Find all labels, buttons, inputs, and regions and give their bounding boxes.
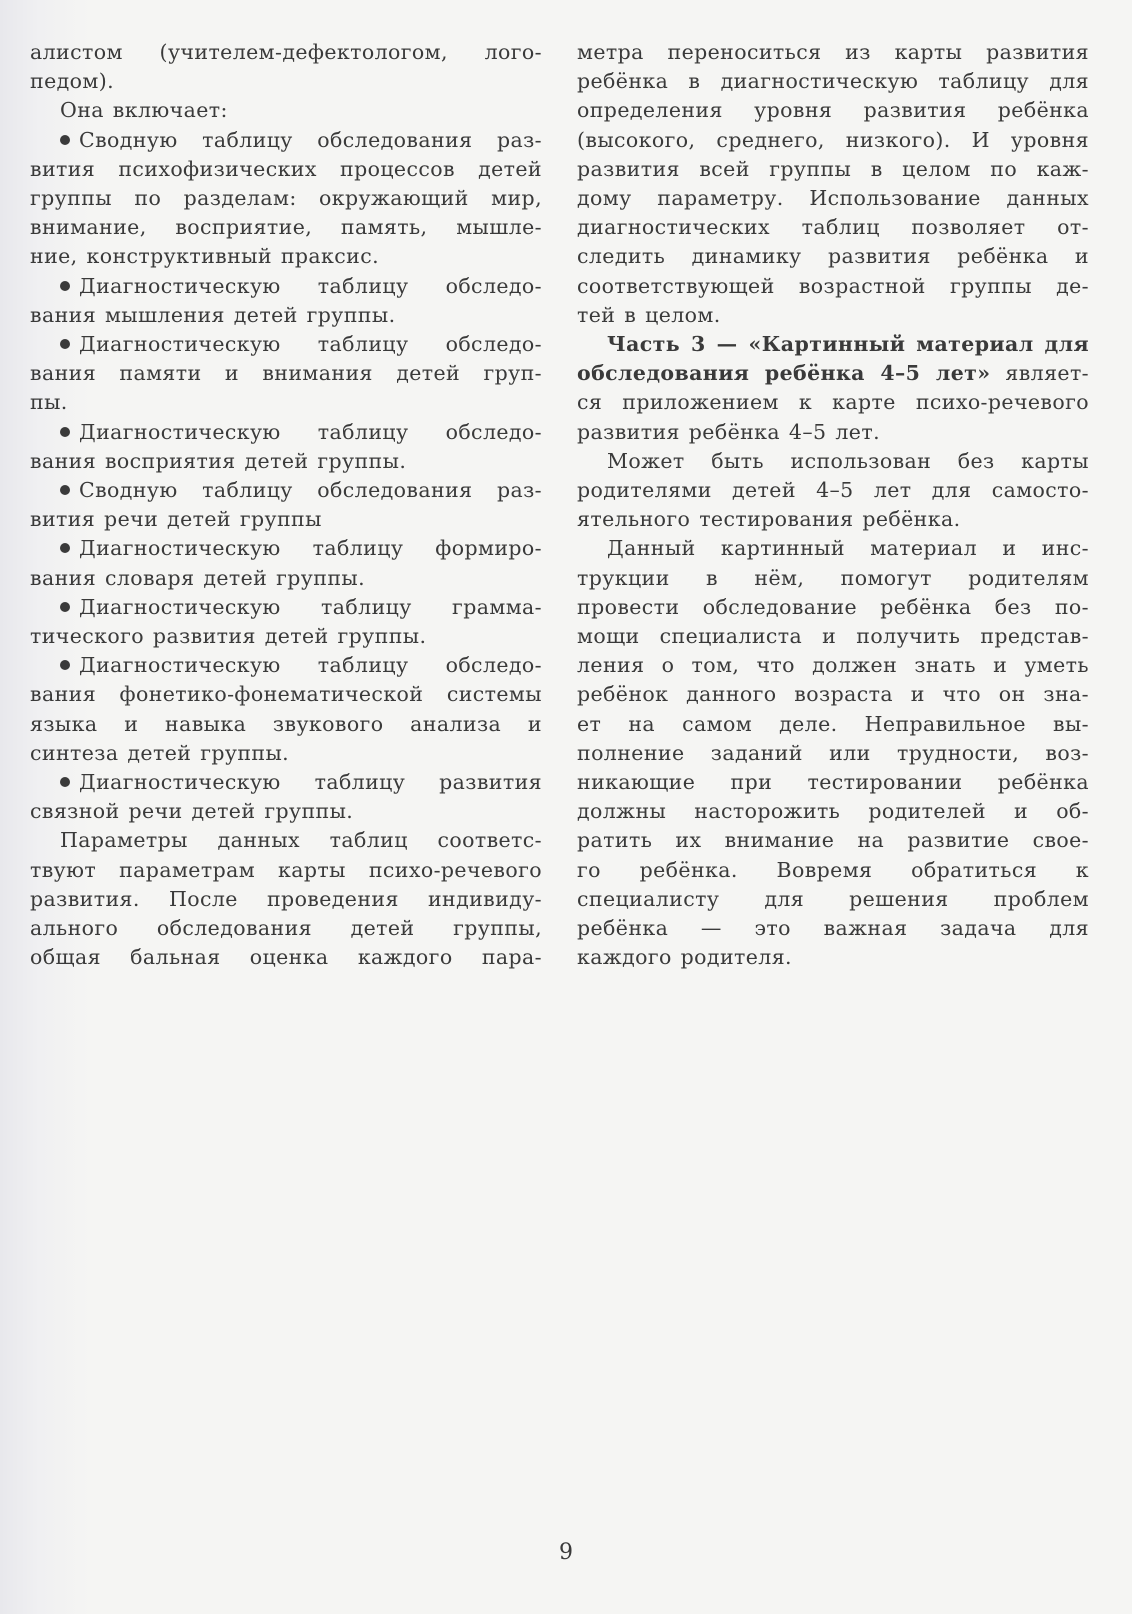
text-line: родителями детей 4–5 лет для самосто-: [577, 478, 1089, 503]
list-item: Диагностическую таблицу развития: [30, 768, 542, 797]
text-line: твуют параметрам карты психо-речевого: [30, 857, 542, 882]
bullet-icon: [60, 602, 70, 612]
text-line: ребёнок данного возраста и что он зна-: [577, 682, 1089, 707]
text-line: педом).: [30, 69, 115, 94]
left-column: [30, 38, 542, 973]
text-line: пы.: [30, 390, 68, 415]
text-line: определения уровня развития ребёнка: [577, 98, 1089, 123]
text-line: общая бальная оценка каждого пара-: [30, 945, 542, 970]
text-line: ет на самом деле. Неправильное вы-: [577, 711, 1089, 736]
text-line: вания мышления детей группы.: [30, 302, 396, 327]
text-line: ального обследования детей группы,: [30, 916, 542, 941]
text-line: языка и навыка звукового анализа и: [30, 711, 542, 736]
bullet-icon: [60, 485, 70, 495]
text-line: вания словаря детей группы.: [30, 565, 366, 590]
text-line: развития всей группы в целом по каж-: [577, 156, 1089, 181]
text-line: внимание, восприятие, память, мышле-: [30, 215, 542, 240]
bullet-icon: [60, 339, 70, 349]
text-line: обследования ребёнка 4–5 лет» являет-: [577, 361, 1090, 386]
text-line: го ребёнка. Вовремя обратиться к: [577, 857, 1089, 882]
text-line: ние, конструктивный праксис.: [30, 244, 379, 269]
bullet-icon: [60, 543, 70, 553]
text-line: ся приложением к карте психо-речевого: [577, 390, 1089, 415]
right-column: [577, 38, 1089, 973]
list-item: Диагностическую таблицу обследо-: [30, 651, 542, 680]
text-line: связной речи детей группы.: [30, 799, 354, 824]
bullet-icon: [60, 660, 70, 670]
text-line: следить динамику развития ребёнка и: [577, 244, 1089, 269]
text-line: алистом (учителем-дефектологом, лого-: [30, 40, 542, 64]
text-line: диагностических таблиц позволяет от-: [577, 215, 1089, 240]
list-item: Диагностическую таблицу обследо-: [30, 272, 542, 301]
bullet-icon: [60, 135, 70, 145]
text-line: вития психофизических процессов детей: [30, 156, 542, 181]
text-line: (высокого, среднего, низкого). И уровня: [577, 127, 1089, 152]
text-line: трукции в нём, помогут родителям: [577, 565, 1089, 590]
text-line: вания восприятия детей группы.: [30, 448, 407, 473]
text-line: полнение заданий или трудности, воз-: [577, 740, 1089, 765]
list-item: Диагностическую таблицу обследо-: [30, 418, 542, 447]
text-line: вания памяти и внимания детей груп-: [30, 361, 542, 386]
text-line: метра переноситься из карты развития: [577, 40, 1089, 64]
text-line: развития ребёнка 4–5 лет.: [577, 419, 880, 444]
text-line: Может быть использован без карты: [607, 448, 1089, 473]
list-item: Сводную таблицу обследования раз-: [30, 126, 542, 155]
list-item: Диагностическую таблицу обследо-: [30, 330, 542, 359]
bullet-icon: [60, 281, 70, 291]
text-line: Данный картинный материал и инс-: [607, 536, 1089, 561]
text-line: должны насторожить родителей и об-: [577, 799, 1089, 824]
text-line: вания фонетико-фонематической системы: [30, 682, 542, 707]
text-line: Параметры данных таблиц соответс-: [60, 828, 542, 853]
text-line: группы по разделам: окружающий мир,: [30, 186, 542, 211]
text-line: развития. После проведения индивиду-: [30, 886, 542, 911]
text-line: вития речи детей группы: [30, 507, 322, 532]
text-line: ребёнка — это важная задача для: [577, 916, 1089, 941]
section-heading-cont: обследования ребёнка 4–5 лет»: [577, 361, 991, 386]
bullet-icon: [60, 427, 70, 437]
text-line: дому параметру. Использование данных: [577, 186, 1089, 211]
text-line: соответствующей возрастной группы де-: [577, 273, 1089, 298]
text-line: Она включает:: [60, 98, 228, 123]
text-line: каждого родителя.: [577, 945, 792, 970]
text-line: ребёнка в диагностическую таблицу для: [577, 69, 1089, 94]
text-line: провести обследование ребёнка без по-: [577, 594, 1089, 619]
text-line: ратить их внимание на развитие свое-: [577, 828, 1089, 853]
list-item: Диагностическую таблицу грамма-: [30, 593, 542, 622]
text-line: мощи специалиста и получить представ-: [577, 624, 1089, 649]
list-item: Диагностическую таблицу формиро-: [30, 534, 542, 563]
section-heading: Часть 3 — «Картинный материал для: [607, 332, 1089, 357]
list-item: Сводную таблицу обследования раз-: [30, 476, 542, 505]
text-line: специалисту для решения проблем: [577, 886, 1089, 911]
text-line: тического развития детей группы.: [30, 624, 427, 649]
text-line: синтеза детей группы.: [30, 740, 290, 765]
text-line: тей в целом.: [577, 302, 721, 327]
text-line: никающие при тестировании ребёнка: [577, 770, 1089, 795]
text-line: ятельного тестирования ребёнка.: [577, 507, 961, 532]
text-line: ления о том, что должен знать и уметь: [577, 653, 1089, 678]
page-number: 9: [559, 1540, 573, 1565]
bullet-icon: [60, 777, 70, 787]
